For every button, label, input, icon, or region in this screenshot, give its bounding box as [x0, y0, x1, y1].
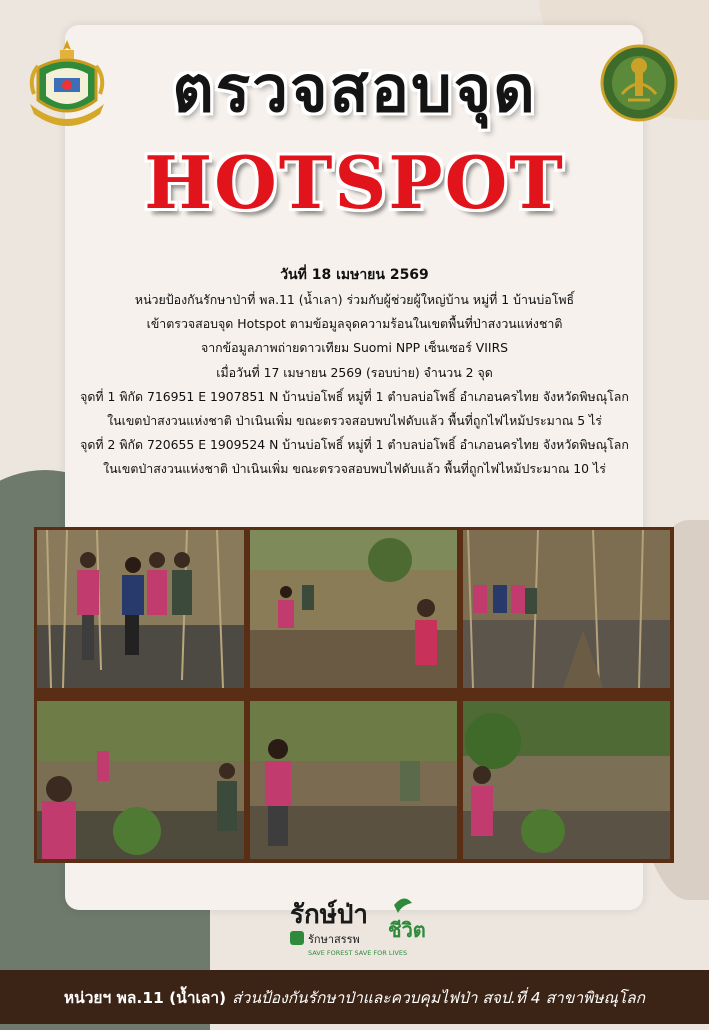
- brand-sub-text: ชีวิต: [388, 918, 426, 942]
- photo-4: [34, 698, 247, 862]
- photo-grid: [34, 527, 674, 863]
- report-line-5: จุดที่ 1 พิกัด 716951 E 1907851 N บ้านบ่อโพธิ์ หมู่ที่ 1 ตำบลบ่อโพธิ์ อำเภอนครไทย จังหวัดพิษณุโลก: [80, 388, 629, 404]
- footer-unit: หน่วยฯ พล.11 (น้ำเลา): [63, 988, 227, 1007]
- page-title-thai: ตรวจสอบจุด: [172, 53, 537, 127]
- brand-tag-english: SAVE FOREST SAVE FOR LIVES: [308, 949, 408, 957]
- report-line-1: หน่วยป้องกันรักษาป่าที่ พล.11 (น้ำเลา) ร่วมกับผู้ช่วยผู้ใหญ่บ้าน หมู่ที่ 1 บ้านบ่อโพธิ์: [134, 292, 575, 307]
- report-date: วันที่ 18 เมษายน 2569: [280, 267, 429, 283]
- photo-6: [460, 698, 673, 862]
- report-line-8: ในเขตป่าสงวนแห่งชาติ ป่าเนินเพิ่ม ขณะตรวจสอบพบไฟดับแล้ว พื้นที่ถูกไฟไหม้ประมาณ 10 ไร่: [103, 461, 606, 477]
- footer-bar: [0, 970, 709, 1024]
- photo-1: [34, 527, 247, 691]
- brand-main-text: รักษ์ป่า: [290, 900, 368, 930]
- report-line-4: เมื่อวันที่ 17 เมษายน 2569 (รอบบ่าย) จำนวน 2 จุด: [216, 364, 493, 380]
- footer-organization: ส่วนป้องกันรักษาป่าและควบคุมไฟป่า สจป.ที่ 4 สาขาพิษณุโลก: [232, 988, 646, 1007]
- report-text: [40, 262, 669, 482]
- report-line-3: จากข้อมูลภาพถ่ายดาวเทียม Suomi NPP เซ็นเซอร์ VIIRS: [200, 340, 509, 356]
- brand-tag-thai: รักษาสรรพ: [308, 933, 360, 946]
- report-line-7: จุดที่ 2 พิกัด 720655 E 1909524 N บ้านบ่อโพธิ์ หมู่ที่ 1 ตำบลบ่อโพธิ์ อำเภอนครไทย จังหวัดพิษณุโลก: [80, 437, 629, 453]
- photo-3: [460, 527, 673, 691]
- photo-5: [247, 698, 460, 862]
- report-line-2: เข้าตรวจสอบจุด Hotspot ตามข้อมูลจุดความร้อนในเขตพื้นที่ป่าสงวนแห่งชาติ: [146, 316, 563, 332]
- save-forest-brand-logo: [286, 893, 446, 963]
- report-line-6: ในเขตป่าสงวนแห่งชาติ ป่าเนินเพิ่ม ขณะตรวจสอบพบไฟดับแล้ว พื้นที่ถูกไฟไหม้ประมาณ 5 ไร่: [107, 413, 602, 429]
- photo-2: [247, 527, 460, 691]
- page-title-hotspot: HOTSPOT: [144, 140, 565, 225]
